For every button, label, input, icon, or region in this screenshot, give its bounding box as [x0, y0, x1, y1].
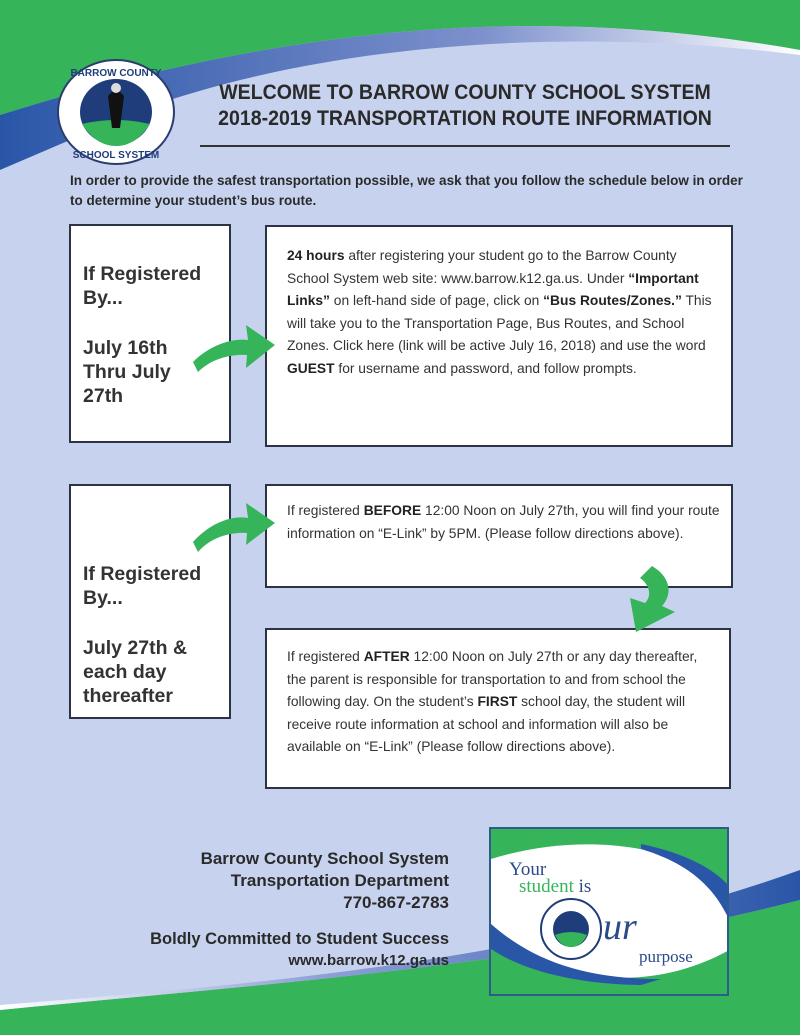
your-student-badge — [489, 827, 729, 996]
text: If registered — [287, 649, 364, 664]
bold-text: BEFORE — [363, 503, 422, 518]
label-text: If Registered — [83, 563, 202, 585]
title-line-1: WELCOME TO BARROW COUNTY SCHOOL SYSTEM — [219, 81, 711, 104]
footer-slogan: Boldly Committed to Student Success — [150, 930, 449, 948]
badge-ur: ur — [603, 906, 637, 948]
label-text: thereafter — [83, 685, 173, 707]
label-text: Thru July — [83, 361, 171, 383]
text: on left-hand side of page, click on — [329, 293, 544, 308]
text: If registered — [287, 503, 364, 518]
badge-purpose: purpose — [639, 947, 693, 966]
svg-text:BARROW COUNTY: BARROW COUNTY — [70, 68, 162, 79]
important-links-text: “Important Links” — [287, 270, 699, 308]
text: after registering your student go to the Barrow County School System web site: www.barrow.k12.ga.us. Under — [287, 248, 677, 286]
arrow-icon — [193, 325, 275, 372]
bold-text: AFTER — [363, 649, 410, 664]
footer-phone: 770-867-2783 — [343, 893, 449, 912]
svg-text:SCHOOL SYSTEM: SCHOOL SYSTEM — [72, 150, 160, 161]
text: school day, the student will receive route information at school and information will also be available on “E-Link” (Please follow directions above). — [287, 694, 686, 754]
label-text: By... — [83, 587, 123, 609]
label-text: By... — [83, 287, 123, 309]
intro-text: In order to provide the safest transportation possible, we ask that you follow the schedule below in order to determine your student’s bus route. — [70, 173, 743, 208]
bold-text: FIRST — [477, 694, 518, 709]
text: 12:00 Noon on July 27th, you will find your route information on “E-Link” by 5PM. (Please follow directions above). — [287, 503, 720, 541]
text: 12:00 Noon on July 27th or any day thereafter, the parent is responsible for transportation to and from school the following day. On the student’s — [287, 649, 698, 709]
title-line-2: 2018-2019 TRANSPORTATION ROUTE INFORMATION — [218, 107, 712, 130]
arrow-icon — [193, 503, 275, 552]
label-text: July 16th — [83, 337, 168, 359]
bold-text: 24 hours — [287, 248, 345, 263]
badge-is: is — [573, 876, 592, 897]
text: This will take you to the Transportation Page, Bus Routes, and School Zones. Click here (link will be active July 16, 2018) and use the word — [287, 293, 712, 353]
guest-text: GUEST — [287, 360, 335, 376]
bus-routes-text: “Bus Routes/Zones.” — [543, 293, 682, 308]
footer-dept: Transportation Department — [230, 871, 449, 890]
badge-student: student — [519, 876, 574, 897]
label-text: each day — [83, 661, 167, 683]
footer-org: Barrow County School System — [200, 849, 449, 868]
badge-your: Your — [509, 859, 547, 880]
arrow-icon — [630, 566, 675, 632]
text: for username and password, and follow prompts. — [334, 360, 637, 376]
footer-contact — [150, 848, 449, 972]
label-text: July 27th & — [83, 637, 188, 659]
footer-url[interactable]: www.barrow.k12.ga.us — [288, 952, 449, 969]
label-text: 27th — [83, 385, 124, 407]
label-text: If Registered — [83, 263, 202, 285]
